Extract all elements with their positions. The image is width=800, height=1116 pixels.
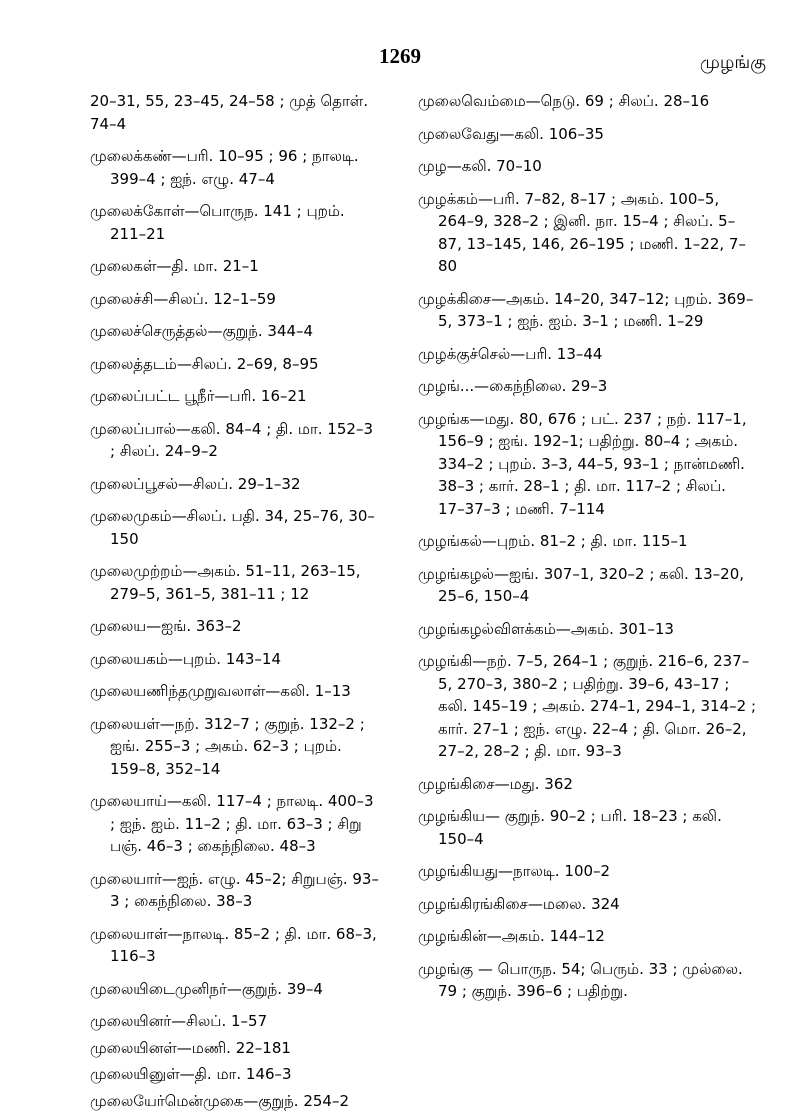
running-head: முழங்கு: [699, 52, 766, 73]
index-entry: முழங்கின்—அகம். 144–12: [418, 927, 605, 945]
index-entry: முழங்கிசை—மது. 362: [418, 774, 573, 793]
index-entry: முலையினர்—சிலப். 1–57: [90, 1012, 268, 1030]
index-entry: முழ—கலி. 70–10: [418, 157, 542, 175]
index-entry: முலையள்—நற். 312–7 ; குறுந். 132–2 ; ஐங். 255–3 ; அகம். 62–3 ; புறம். 159–8, 352–14: [90, 714, 365, 778]
index-entry: முலையாள்—நாலடி. 85–2 ; தி. மா. 68–3, 116–3: [90, 924, 377, 965]
index-entry: முழங்கிய— குறுந். 90–2 ; பரி. 18–23 ; கலி. 150–4: [418, 807, 722, 848]
index-entry: முலைச்செருத்தல்—குறுந். 344–4: [90, 322, 314, 340]
index-entry: முழங்கு — பொருந. 54; பெரும். 33 ; முல்லை. 79 ; குறுந். 396–6 ; பதிற்று.: [418, 959, 743, 1000]
index-entry: முலைப்பால்—கலி. 84–4 ; தி. மா. 152–3 ; சிலப். 24–9–2: [90, 419, 373, 460]
index-entry: முழக்கம்—பரி. 7–82, 8–17 ; அகம். 100–5, 264–9, 328–2 ; இனி. நா. 15–4 ; சிலப். 5–87, 13–145, 146, 26–195 ; மணி. 1–22, 7–80: [418, 189, 746, 275]
index-entry: முலையினுள்—தி. மா. 146–3: [90, 1065, 292, 1083]
index-entry: முழங்க—மது. 80, 676 ; பட். 237 ; நற். 117–1, 156–9 ; ஐங். 192–1; பதிற்று. 80–4 ; அகம். 334–2 ; புறம். 3–3, 44–5, 93–1 ; நான்மணி. 38–3 ; கார். 28–1 ; தி. மா. 117–2 ; சிலப். 17–37–3 ; மணி. 7–114: [418, 409, 747, 518]
index-entry: முலைமுகம்—சிலப். பதி. 34, 25–76, 30–150: [90, 507, 375, 548]
index-entry: முலையார்—ஐந். எழு. 45–2; சிறுபஞ். 93–3 ; கைந்நிலை. 38–3: [90, 869, 379, 910]
index-entry: முழங்கி—நற். 7–5, 264–1 ; குறுந். 216–6, 237–5, 270–3, 380–2 ; பதிற்று. 39–6, 43–17 ; கலி. 145–19 ; அகம். 274–1, 294–1, 314–2 ; கார். 27–1 ; ஐந். எழு. 22–4 ; தி. மொ. 26–2, 27–2, 28–2 ; தி. மா. 93–3: [418, 652, 757, 760]
index-entry: 20–31, 55, 23–45, 24–58 ; முத் தொள். 74–4: [90, 92, 369, 133]
index-entry: முலைமுற்றம்—அகம். 51–11, 263–15, 279–5, 361–5, 381–11 ; 12: [90, 562, 361, 603]
index-entry: முலைப்பட்ட பூநீர்—பரி. 16–21: [90, 387, 307, 405]
index-entry: முலைத்தடம்—சிலப். 2–69, 8–95: [90, 354, 319, 373]
index-entry: முலைப்பூசல்—சிலப். 29–1–32: [90, 474, 301, 493]
index-entry: முழக்குச்செல்—பரி. 13–44: [418, 344, 603, 363]
right-column: [418, 90, 756, 1013]
index-entry: முழங்...—கைந்நிலை. 29–3: [418, 377, 608, 395]
index-entry: முலைச்சி—சிலப். 12–1–59: [90, 289, 276, 308]
index-entry: முலையினள்—மணி. 22–181: [90, 1038, 291, 1057]
index-entry: முலையேர்மென்முகை—குறுந். 254–2: [90, 1091, 349, 1110]
index-entry: முழக்கிசை—அகம். 14–20, 347–12; புறம். 369–5, 373–1 ; ஐந். ஐம். 3–1 ; மணி. 1–29: [418, 289, 754, 330]
index-entry: முலைய—ஐங். 363–2: [90, 617, 242, 635]
index-entry: முலைக்கண்—பரி. 10–95 ; 96 ; நாலடி. 399–4 ; ஐந். எழு. 47–4: [90, 147, 359, 188]
left-column: [90, 90, 382, 1116]
index-entry: முழங்கிரங்கிசை—மலை. 324: [418, 894, 620, 913]
index-entry: முலைவெம்மை—நெடு. 69 ; சிலப். 28–16: [418, 92, 710, 110]
index-entry: முழங்கழல்—ஐங். 307–1, 320–2 ; கலி. 13–20, 25–6, 150–4: [418, 564, 745, 605]
index-entry: முழங்கல்—புறம். 81–2 ; தி. மா. 115–1: [418, 532, 688, 550]
index-entry: முலையணிந்தமுறுவலாள்—கலி. 1–13: [90, 682, 351, 700]
index-entry: முழங்கியது—நாலடி. 100–2: [418, 862, 611, 880]
index-entry: முலைவேது—கலி. 106–35: [418, 124, 604, 143]
index-entry: முலையிடைமுனிநர்—குறுந். 39–4: [90, 979, 323, 998]
index-entry: முலைக்கோள்—பொருந. 141 ; புறம். 211–21: [90, 202, 345, 243]
index-entry: முலைகள்—தி. மா. 21–1: [90, 257, 259, 275]
index-entry: முலையகம்—புறம். 143–14: [90, 649, 282, 668]
index-entry: முழங்கழல்விளக்கம்—அகம். 301–13: [418, 619, 674, 638]
index-entry: முலையாய்—கலி. 117–4 ; நாலடி. 400–3 ; ஐந். ஐம். 11–2 ; தி. மா. 63–3 ; சிறு பஞ். 46–3 ; கைந்நிலை. 48–3: [90, 792, 374, 855]
page-number: 1269: [379, 44, 421, 68]
